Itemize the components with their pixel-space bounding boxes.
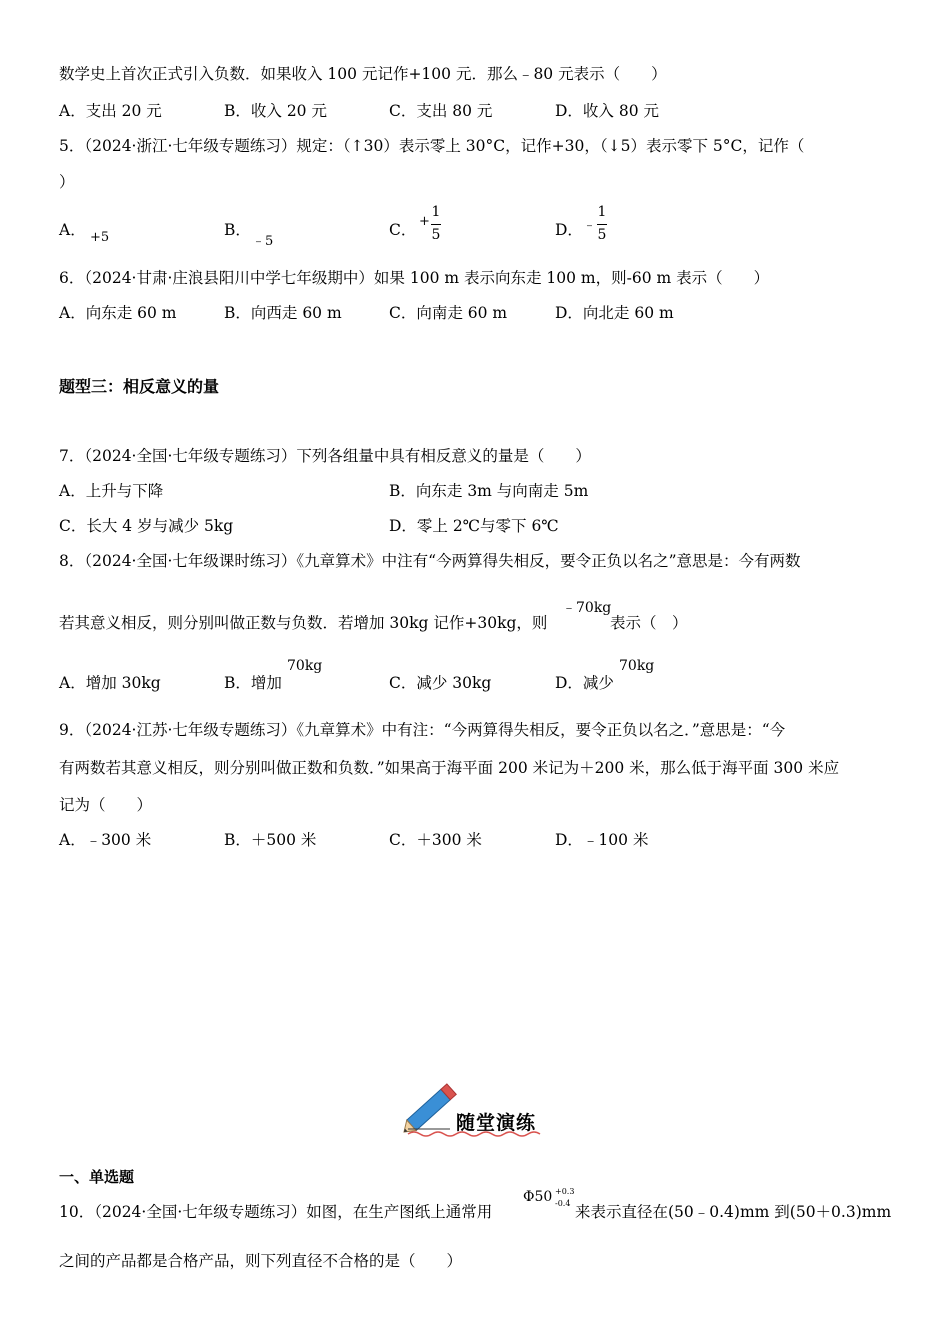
q9-text-line1: 9．（2024·江苏·七年级专题练习）《九章算术》中有注：“今两算得失相反，要令正负以名之．”意思是：“今 — [59, 721, 786, 739]
q8-option-a: A．增加 30kg — [59, 674, 161, 692]
q5-option-c-label: C． — [389, 221, 417, 239]
q6-option-a: A．向东走 60 m — [59, 304, 177, 322]
q5-option-b-value: ﹣5 — [252, 234, 274, 249]
q5-option-c-fraction-bar — [431, 224, 441, 225]
q8-option-d: D．减少 — [555, 674, 614, 692]
section-heading-single-choice: 一、单选题 — [59, 1168, 135, 1186]
q9-option-d: D．﹣100 米 — [555, 831, 649, 849]
q10-text-line2: 之间的产品都是合格产品，则下列直径不合格的是（ ） — [59, 1252, 463, 1270]
q6-text: 6．（2024·甘肃·庄浪县阳川中学七年级期中）如果 100 m 表示向东走 100 m，则-60 m 表示（ ） — [59, 269, 770, 287]
q6-option-c: C．向南走 60 m — [389, 304, 508, 322]
practice-banner-title: 随堂演练 — [456, 1112, 537, 1134]
q5-option-c-denominator: 5 — [431, 227, 441, 243]
q8-option-b: B．增加 — [224, 674, 282, 692]
q4-option-c: C．支出 80 元 — [389, 102, 493, 120]
q5-option-d-denominator: 5 — [597, 227, 607, 243]
q7-option-c: C．长大 4 岁与减少 5kg — [59, 517, 234, 535]
q8-option-c: C．减少 30kg — [389, 674, 492, 692]
q8-text-line2-tail: 表示（ ） — [610, 614, 688, 632]
q9-option-c: C．＋300 米 — [389, 831, 482, 849]
q5-option-c-sign: + — [419, 214, 430, 229]
q9-option-a: A．﹣300 米 — [59, 831, 152, 849]
q10-text-post: 来表示直径在(50﹣0.4)mm 到(50＋0.3)mm — [575, 1203, 892, 1221]
q7-option-b: B．向东走 3m 与向南走 5m — [389, 482, 589, 500]
q8-option-d-value: 70kg — [619, 658, 655, 674]
q5-option-d-fraction-bar — [597, 224, 607, 225]
q5-option-c-numerator: 1 — [431, 204, 441, 220]
q5-option-a-value: +5 — [90, 230, 110, 245]
q4-text: 数学史上首次正式引入负数．如果收入 100 元记作+100 元．那么﹣80 元表示（ ） — [59, 65, 667, 83]
q4-option-b: B．收入 20 元 — [224, 102, 327, 120]
q5-option-a-label: A． — [59, 221, 86, 239]
q7-option-a: A．上升与下降 — [59, 482, 164, 500]
q5-option-b-label: B． — [224, 221, 251, 239]
q10-text-pre: 10．（2024·全国·七年级专题练习）如图，在生产图纸上通常用 — [59, 1203, 493, 1221]
q6-option-b: B．向西走 60 m — [224, 304, 342, 322]
q5-option-d-numerator: 1 — [597, 204, 607, 220]
q6-option-d: D．向北走 60 m — [555, 304, 674, 322]
q10-upper-tolerance: +0.3 — [555, 1187, 575, 1196]
q8-text-line2: 若其意义相反，则分别叫做正数与负数．若增加 30kg 记作+30kg，则 — [59, 614, 548, 632]
q5-text-line1: 5．（2024·浙江·七年级专题练习）规定：（↑30）表示零上 30°C，记作+30，（↓5）表示零下 5°C，记作（ — [59, 137, 805, 155]
q7-option-d: D．零上 2℃与零下 6℃ — [389, 517, 559, 535]
q4-option-d: D．收入 80 元 — [555, 102, 660, 120]
section-heading-3: 题型三：相反意义的量 — [59, 377, 220, 396]
q9-text-line3: 记为（ ） — [59, 796, 153, 814]
q9-option-b: B．＋500 米 — [224, 831, 317, 849]
q4-option-a: A．支出 20 元 — [59, 102, 162, 120]
q10-lower-tolerance: -0.4 — [555, 1199, 571, 1208]
q8-expression: ﹣70kg — [562, 600, 612, 616]
q10-phi-value: Φ50 — [523, 1189, 553, 1205]
q5-option-d-label: D． — [555, 221, 583, 239]
q5-text-line2: ） — [59, 173, 75, 191]
q5-option-d-sign: ﹣ — [583, 218, 597, 233]
q8-text-line1: 8．（2024·全国·七年级课时练习）《九章算术》中注有“今两算得失相反，要令正负以名之”意思是：今有两数 — [59, 552, 801, 570]
q8-option-b-value: 70kg — [287, 658, 323, 674]
q9-text-line2: 有两数若其意义相反，则分别叫做正数和负数．”如果高于海平面 200 米记为＋200 米，那么低于海平面 300 米应 — [59, 759, 840, 777]
q7-text: 7．（2024·全国·七年级专题练习）下列各组量中具有相反意义的量是（ ） — [59, 447, 591, 465]
